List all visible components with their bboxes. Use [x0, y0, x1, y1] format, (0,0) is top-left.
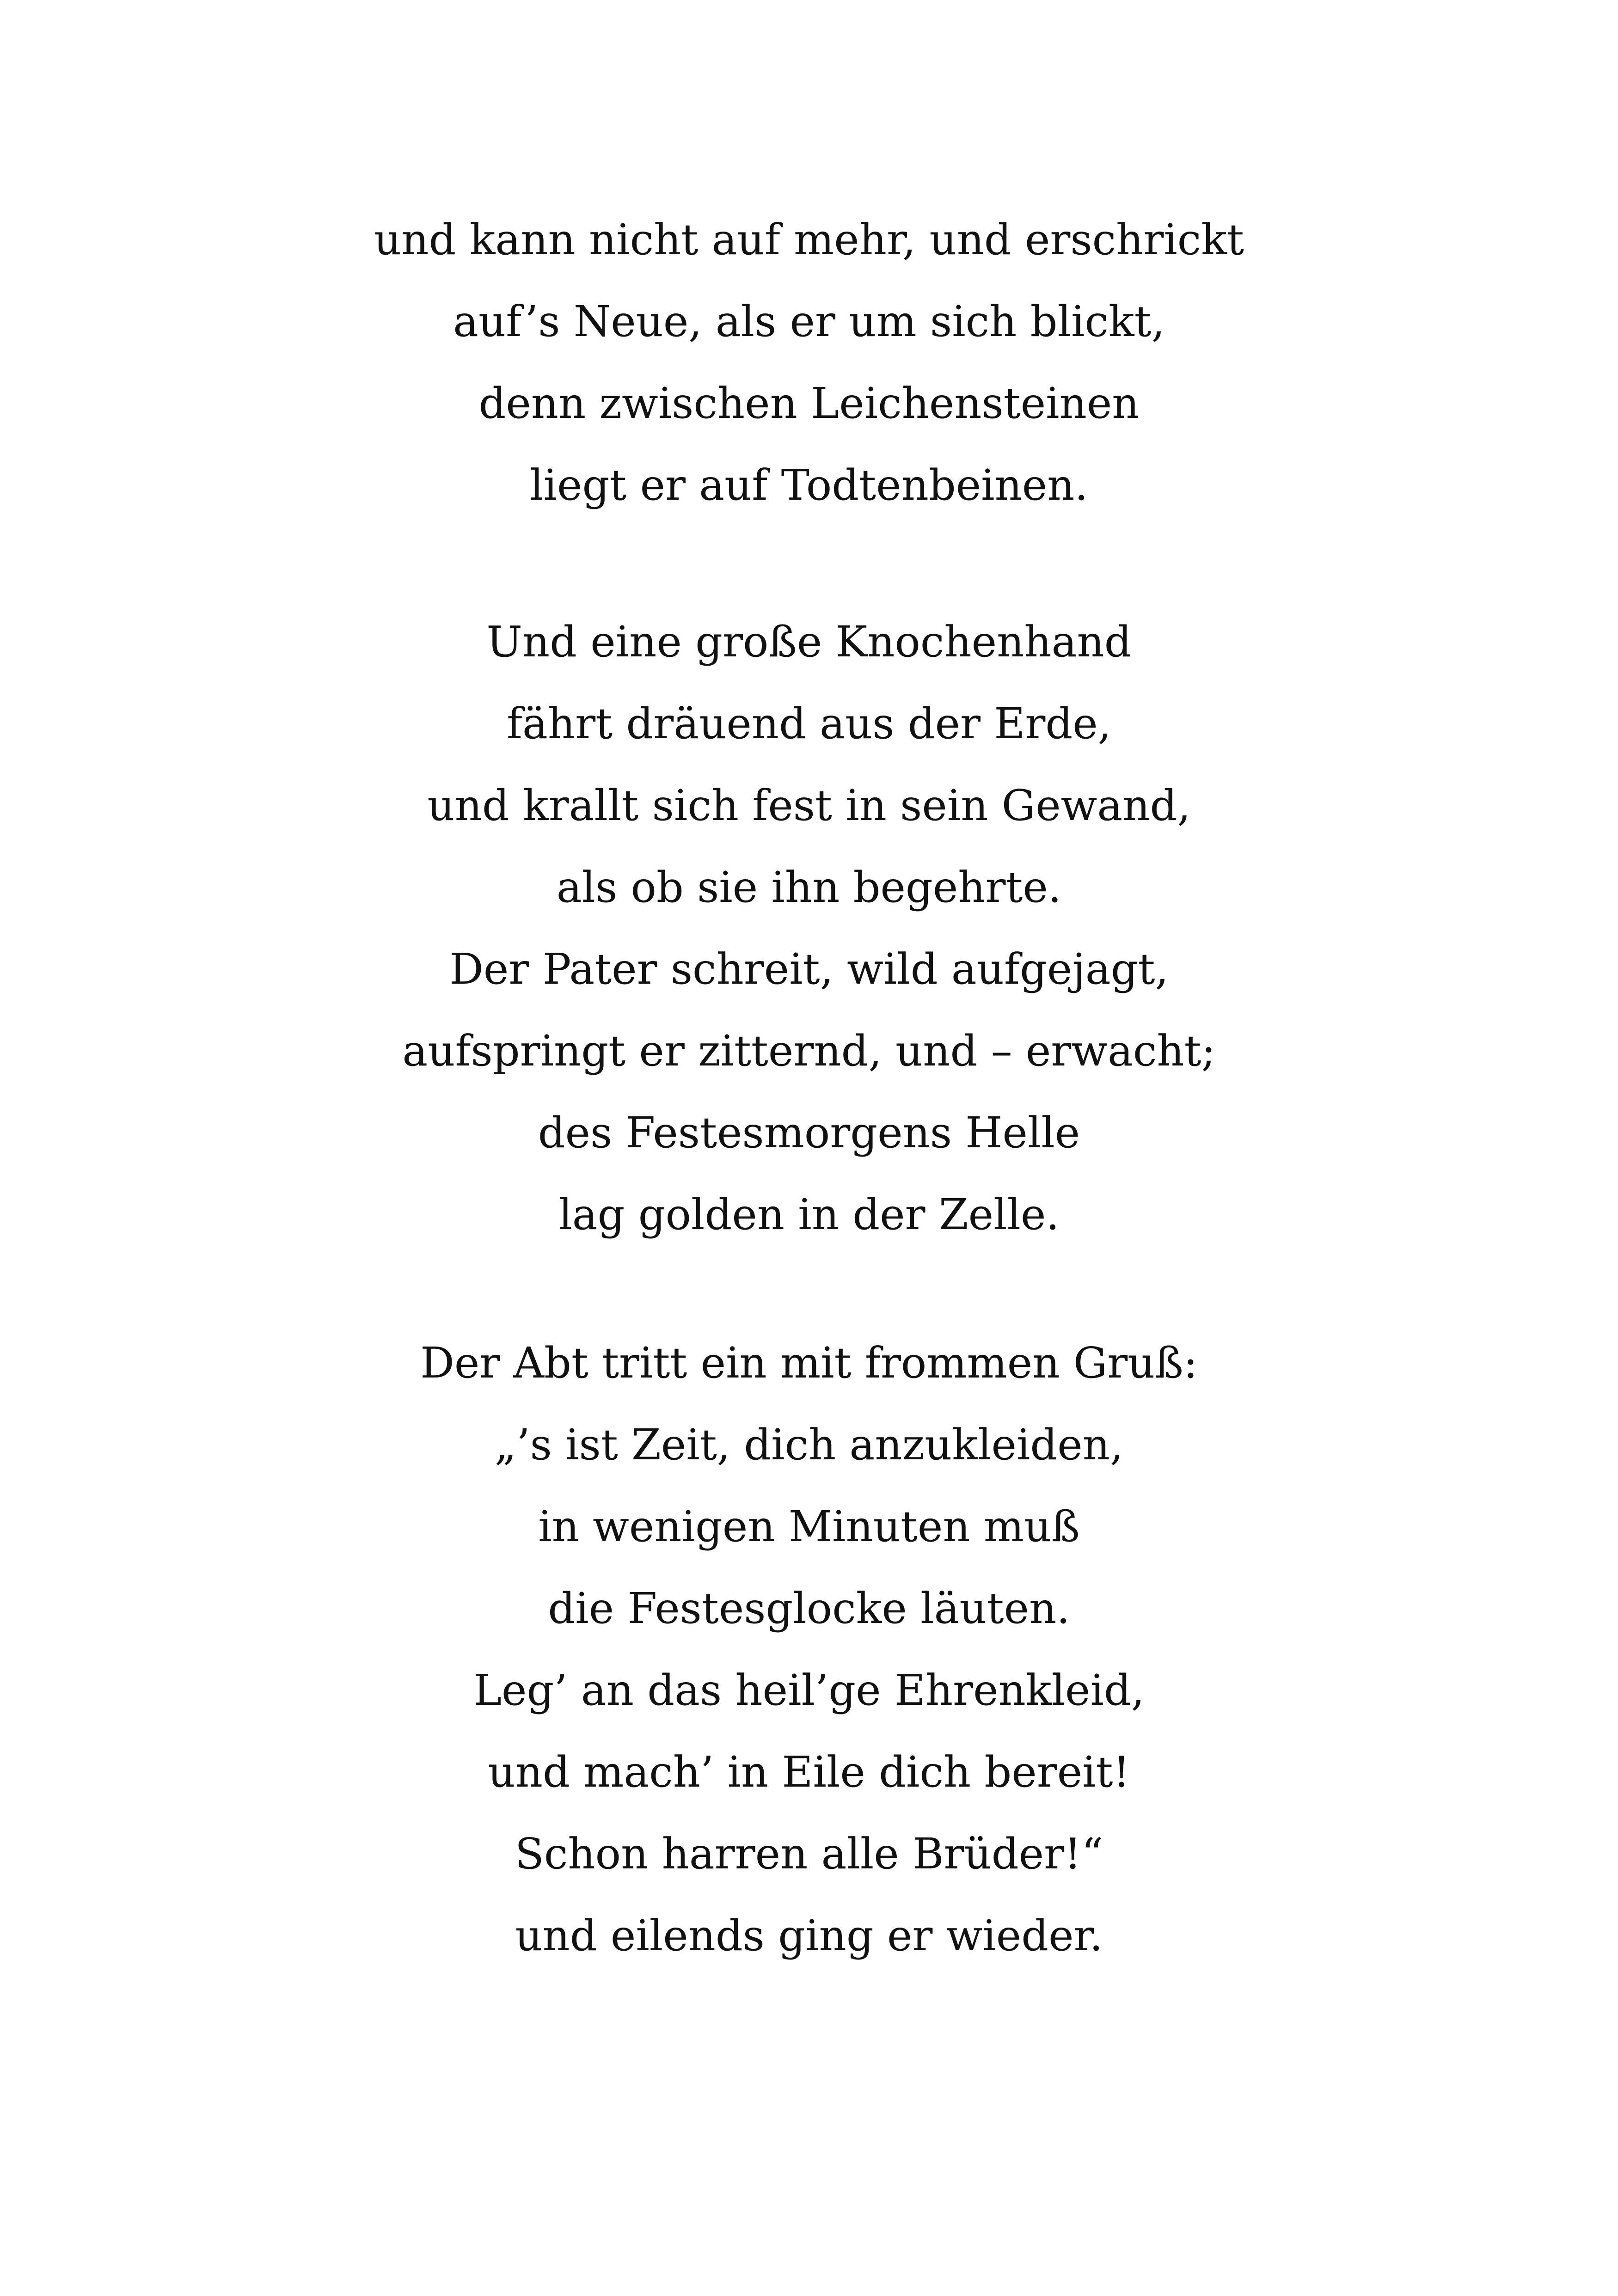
poem-line: Der Abt tritt ein mit frommen Gruß:: [420, 1338, 1198, 1388]
poem-line: fährt dräuend aus der Erde,: [507, 699, 1111, 748]
poem-line: „’s ist Zeit, dich anzukleiden,: [494, 1420, 1124, 1469]
poem-line: aufspringt er zitternd, und – erwacht;: [402, 1026, 1216, 1076]
poem-line: und krallt sich fest in sein Gewand,: [427, 781, 1191, 830]
poem-line: des Festesmorgens Helle: [538, 1108, 1080, 1157]
poem-line: Leg’ an das heil’ge Ehrenkleid,: [473, 1665, 1145, 1715]
poem-line: Der Pater schreit, wild aufgejagt,: [449, 944, 1169, 994]
poem-line: und kann nicht auf mehr, und erschrickt: [374, 215, 1244, 264]
poem-line: Schon harren alle Brüder!“: [515, 1829, 1103, 1879]
poem-line: lag golden in der Zelle.: [558, 1190, 1060, 1239]
poem-line: denn zwischen Leichensteinen: [478, 379, 1140, 428]
poem-line: auf’s Neue, als er um sich blickt,: [453, 297, 1165, 346]
poem-line: als ob sie ihn begehrte.: [556, 863, 1062, 912]
stanza-1: [0, 199, 1618, 526]
stanza-2: [0, 601, 1618, 1255]
poem-line: die Festesglocke läuten.: [548, 1584, 1070, 1633]
poem-line: und eilends ging er wieder.: [515, 1911, 1103, 1960]
poem-line: in wenigen Minuten muß: [538, 1502, 1080, 1551]
poem-line: liegt er auf Todtenbeinen.: [530, 460, 1088, 510]
stanza-3: [0, 1322, 1618, 1977]
poem-line: und mach’ in Eile dich bereit!: [488, 1747, 1130, 1797]
poem-line: Und eine große Knochenhand: [486, 617, 1132, 667]
